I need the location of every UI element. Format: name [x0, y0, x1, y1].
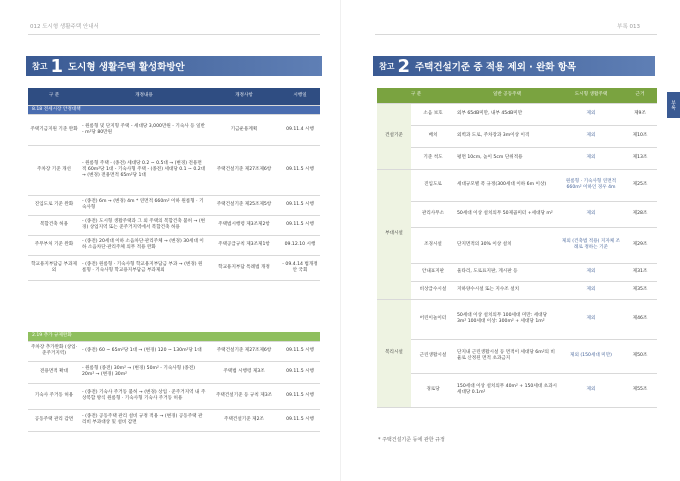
table-row: 주택기금지원 기준 완화 - 원룸형 및 단지형 주택 - 세대당 3,000만원 - 기숙사 등 일반 - m²당 80만원 기금운용계획 09.11.4 시행: [28, 114, 320, 145]
left-page-header: 012 도시형 생활주택 안내서: [30, 24, 99, 30]
col-header: 구 분: [28, 88, 80, 105]
table-row: 주차장 추가완화 (상업·준주거지역) - (종전) 60 ~ 65m²당 1대 → (변경) 120 ~ 130m²당 1대 주택건설기준 제27조제6항 09.11.5 시행: [28, 341, 320, 361]
policy-table-1: [28, 88, 320, 281]
table-row: 관리사무소 50세대 이상 설치의무 50제곱미터 +세대당 m² 제외 제28조: [377, 201, 657, 227]
policy-table-2: [28, 332, 320, 432]
col-header: 구 분: [377, 88, 455, 103]
col-header: 근거: [623, 88, 657, 103]
left-header-rule: [28, 34, 320, 35]
table-row: 조경시설 단지면적의 30% 이상 설치 제외 (건축법 적용) 지자체 조례로 정하는 기준 제29조: [377, 227, 657, 263]
table-row: 전용면적 확대 - 원룸형 (종전) 30m² → (변경) 50m² - 기숙사형 (종전) 20m² → (변경) 30m² 주택법 시행령 제3조 09.11.5 시행: [28, 361, 320, 383]
table-row: 복리시설 어린이놀이터 50세대 이상 설치의무 100세대 미만: 세대당 3m² 100세대 이상: 300m² + 세대당 1m² 제외 제46조: [377, 299, 657, 339]
appendix-side-tab[interactable]: 부록: [667, 92, 680, 118]
section-number: 2: [397, 55, 410, 77]
table-header-row: [377, 88, 657, 103]
footnote: * 주택건설기준 등에 관한 규정: [378, 437, 445, 443]
table-header-row: [28, 88, 320, 105]
table-row: 근린생활시설 단지내 근린생활시설 등 면적이 세대당 6m²의 비율로 산정된 면적 초과금지 제외 (150세대 미만) 제50조: [377, 339, 657, 373]
table-row: 경로당 150세대 이상 설치의무 40m² + 150세대 초과시 세대당 0.1m² 제외 제55조: [377, 373, 657, 407]
page-gutter: [340, 0, 341, 481]
col-header: 일반 공동주택: [455, 88, 559, 103]
table-row: 기숙사 주거동 허용 - (종전) 기숙사 주거동 불허 → (변경) 상업 · 준주거지역 내 주상복합 방식 원룸형 · 기숙사형 기숙사 주거동 허용 주택건설기준 등 규칙 제3조 09.11.5 시행: [28, 383, 320, 409]
col-header: 시행일: [280, 88, 320, 105]
col-header: 도시형 생활주택: [559, 88, 623, 103]
table-row: 주무부처 기준 완화 - (종전) 20세대 이하 소음차단·관리주체 → (변경) 30세대 이하 소음차단·관리주체 의무 적용 완화 주택공급규칙 제3조제1항 09.12.10 시행: [28, 235, 320, 255]
col-header: 개정사항: [208, 88, 280, 105]
right-header-rule: [375, 34, 657, 35]
right-page-header: 부록 013: [617, 24, 640, 30]
table-row: 학교용지부담금 부과제외 - (종전) 원룸형 · 기숙사형 학교용지부담금 부과 → (변경) 원룸형 · 기숙사형 학교용지부담금 부과제외 학교용지부담 특례법 개정 - 09.4.14 법개정안 국회: [28, 255, 320, 280]
left-section-title: [26, 56, 322, 76]
section-title-text: 도시형 생활주택 활성화방안: [68, 62, 185, 73]
table-row: 공동주택 관리 감면 - (종전) 공동주택 관리 설비 규정 적용 → (변경) 공동주택 관리비 부과대상 및 설비 감면 주택건설기준 제2조 09.11.5 시행: [28, 409, 320, 431]
table-row: 기준 척도 평면 10cm, 높이 5cm 단위적용 제외 제13조: [377, 147, 657, 169]
table-row: 부대시설 진입도로 세대규모별 폭 규정(300세대 이하 6m 이상) 원룸형 · 기숙사형 연면적 660m² 이하인 경우 4m 제25조: [377, 169, 657, 201]
section-title-text: 주택건설기준 중 적용 제외 · 완화 항목: [415, 62, 577, 73]
right-section-title: [373, 56, 655, 76]
table-row: 배치 외벽과 도로, 주차장과 3m이상 이격 제외 제10조: [377, 125, 657, 147]
group-row: 2.19 추가 규제완화: [28, 332, 320, 341]
reference-label: 참고: [379, 61, 395, 71]
table-row: 건설기준 소음 보호 외부 65dB미만, 내부 45dB미만 제외 제9조: [377, 103, 657, 125]
group-row: 8.18 전세시장 안정대책: [28, 105, 320, 114]
table-row: 비상급수시설 지하양수시설 또는 지수조 설치 제외 제35조: [377, 281, 657, 299]
section-number: 1: [50, 55, 63, 77]
table-row: 복합건축 허용 - (종전) 도시형 생활주택과 그 외 주택의 복합건축 불허 → (변경) 상업지역 또는 준주거지역에서 복합건축 허용 주택법시행령 제3조제2항 09.11.5 시행: [28, 215, 320, 235]
col-header: 개정내용: [80, 88, 208, 105]
reference-label: 참고: [32, 61, 48, 71]
table-row: 진입도로 기준 완화 - (종전) 6m → (변경) 4m * 연면적 660m² 이하 원룸형 · 기숙사형 주택건설기준 제25조제5항 09.11.5 시행: [28, 195, 320, 215]
standards-table: [377, 88, 657, 408]
table-row: 안내표지판 울타리, 도로표지판, 게시판 등 제외 제31조: [377, 263, 657, 281]
table-row: 주차장 기준 개선 - 원룸형 주택 - (종전) 세대당 0.2 ~ 0.5대 → (변경) 전용면적 60m²당 1대 - 기숙사형 주택 - (종전) 세대당 0.1 ~ 0.2대 → (변경) 전용면적 65m²당 1대 주택건설기준 제27조제6항 09.11.5 시행: [28, 145, 320, 195]
